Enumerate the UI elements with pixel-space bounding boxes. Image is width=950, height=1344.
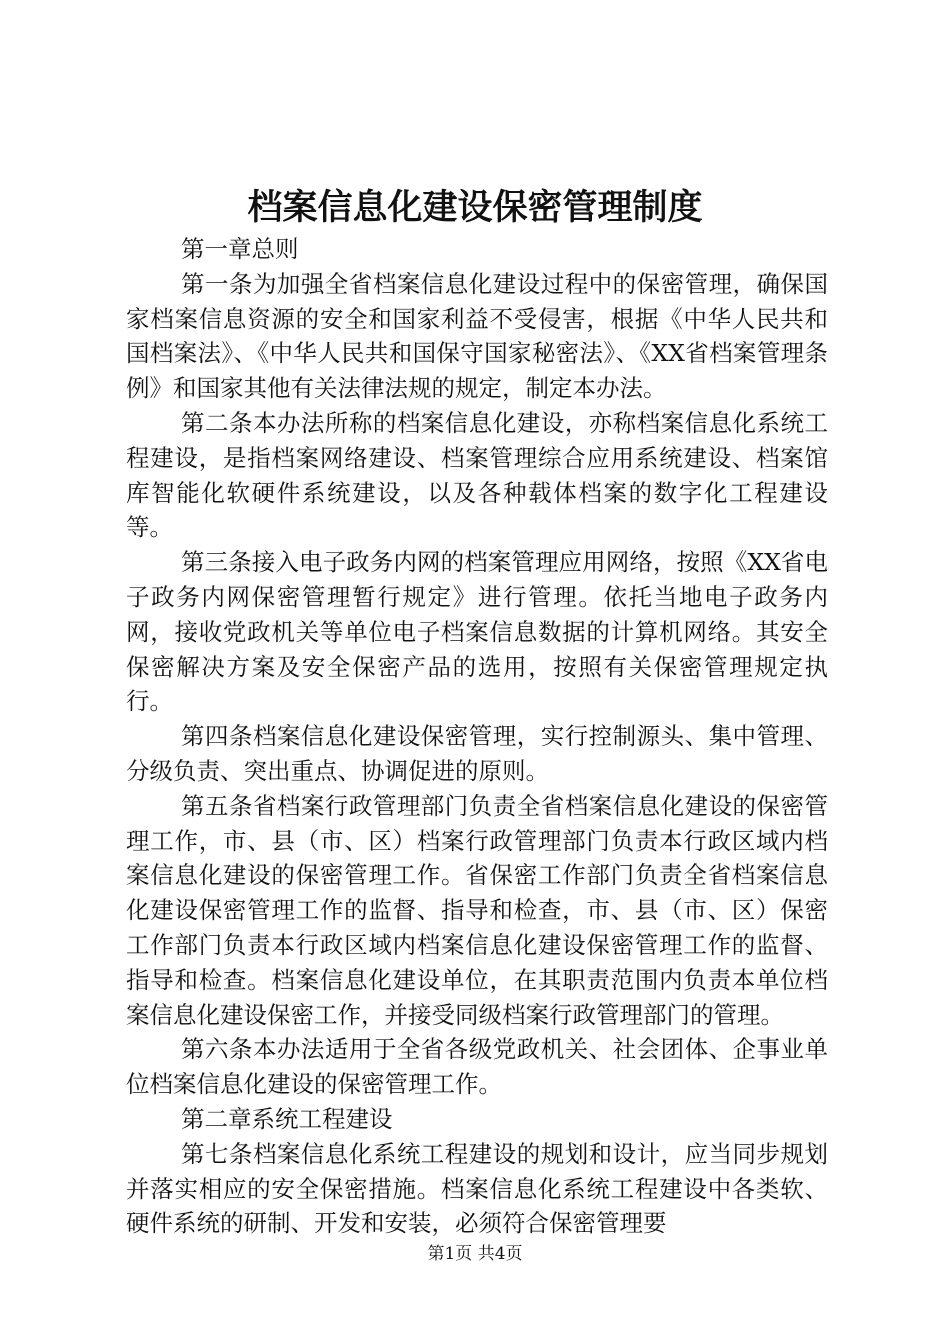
chapter-heading: 第二章系统工程建设 — [181, 1104, 393, 1133]
page-number-footer: 第1页 共4页 — [427, 1244, 523, 1264]
article-paragraph: 第五条省档案行政管理部门负责全省档案信息化建设的保密管理工作，市、县（市、区）档案行政管理部门负责本行政区域内档案信息化建设的保密管理工作。省保密工作部门负责全省档案信息化建设保密管理工作的监督、指导和检查，市、县（市、区）保密工作部门负责本行政区域内档案信息化建设保密管理工作的监督、指导和检查。档案信息化建设单位，在其职责范围内负责本单位档案信息化建设保密工作，并接受同级档案行政管理部门的管理。 — [126, 791, 828, 1029]
chapter-heading: 第一章总则 — [181, 235, 299, 263]
document-title: 档案信息化建设保密管理制度 — [247, 187, 703, 228]
article-paragraph: 第四条档案信息化建设保密管理，实行控制源头、集中管理、分级负责、突出重点、协调促进的原则。 — [126, 722, 828, 785]
document-body — [126, 232, 828, 1241]
article-paragraph: 第一条为加强全省档案信息化建设过程中的保密管理，确保国家档案信息资源的安全和国家利益不受侵害，根据《中华人民共和国档案法》、《中华人民共和国保守国家秘密法》、《XX省档案管理条例》和国家其他有关法律法规的规定，制定本办法。 — [126, 269, 828, 403]
article-paragraph: 第二条本办法所称的档案信息化建设，亦称档案信息化系统工程建设，是指档案网络建设、档案管理综合应用系统建设、档案馆库智能化软硬件系统建设，以及各种载体档案的数字化工程建设等。 — [126, 408, 828, 542]
article-paragraph: 第六条本办法适用于全省各级党政机关、社会团体、企事业单位档案信息化建设的保密管理工作。 — [126, 1035, 828, 1099]
article-paragraph: 第七条档案信息化系统工程建设的规划和设计，应当同步规划并落实相应的安全保密措施。档案信息化系统工程建设中各类软、硬件系统的研制、开发和安装，必须符合保密管理要 — [126, 1139, 828, 1238]
article-paragraph: 第三条接入电子政务内网的档案管理应用网络，按照《XX省电子政务内网保密管理暂行规定》进行管理。依托当地电子政务内网，接收党政机关等单位电子档案信息数据的计算机网络。其安全保密解决方案及安全保密产品的选用，按照有关保密管理规定执行。 — [126, 548, 828, 716]
